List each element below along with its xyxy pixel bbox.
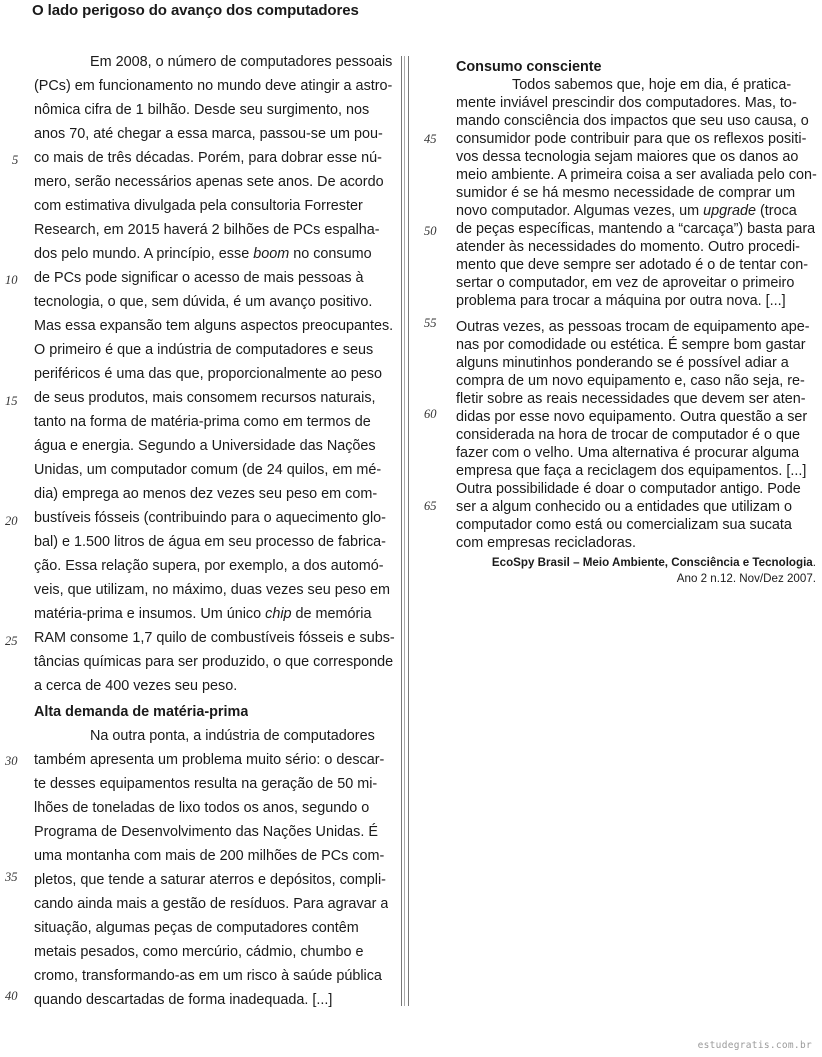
text-line: mando consciência dos impactos que seu uso causa, o	[456, 113, 809, 129]
line-number: 5	[12, 153, 19, 167]
text-line: consumidor pode contribuir para que os reflexos positi-	[456, 131, 807, 147]
text-line: de seus produtos, mais consomem recursos naturais,	[34, 390, 376, 406]
text-line: periféricos é uma das que, proporcionalmente ao peso	[34, 366, 382, 382]
text-line: te desses equipamentos resulta na geração de 50 mi-	[34, 776, 378, 792]
text-line: situação, algumas peças de computadores contêm	[34, 920, 359, 936]
text-line: com estimativa divulgada pela consultoria Forrester	[34, 198, 363, 214]
text-line: também apresenta um problema muito sério: o descar-	[34, 752, 385, 768]
italic-term: boom	[253, 246, 290, 262]
source-citation	[492, 556, 816, 569]
text-line: nômica cifra de 1 bilhão. Desde seu surgimento, nos	[34, 102, 370, 118]
line-number: 20	[5, 514, 18, 528]
article-title: O lado perigoso do avanço dos computadores	[32, 2, 359, 19]
italic-term: upgrade	[703, 203, 756, 219]
line-number: 45	[424, 132, 437, 146]
text-line: Outra possibilidade é doar o computador antigo. Pode	[456, 481, 801, 497]
text-line: Unidas, um computador comum (de 24 quilos, em mé-	[34, 462, 382, 478]
text-line: alguns minutinhos ponderando se é possível adiar a	[456, 355, 789, 371]
text-line: atender às necessidades do momento. Outro procedi-	[456, 239, 800, 255]
text-line: Na outra ponta, a indústria de computadores	[90, 728, 375, 744]
text-line: bal) e 1.500 litros de água em seu processo de fabrica-	[34, 534, 386, 550]
line-number: 30	[5, 754, 18, 768]
source-title-end: .	[812, 556, 816, 569]
text-line: de PCs pode significar o acesso de mais pessoas à	[34, 270, 364, 286]
text-line: metais pesados, como mercúrio, cádmio, chumbo e	[34, 944, 364, 960]
text-line: problema para trocar a máquina por outra nova. [...]	[456, 293, 786, 309]
text-line: Outras vezes, as pessoas trocam de equipamento ape-	[456, 319, 810, 335]
text-line: computador como está ou comercializam sua sucata	[456, 517, 792, 533]
line-number: 40	[5, 989, 18, 1003]
text-line: mente inviável prescindir dos computadores. Mas, to-	[456, 95, 797, 111]
text-line: com empresas recicladoras.	[456, 535, 636, 551]
text-line: mento que deve sempre ser adotado é o de tentar con-	[456, 257, 808, 273]
text-line: considerada na hora de trocar de computador é o que	[456, 427, 801, 443]
text-line: fazer com o velho. Uma alternativa é procurar alguma	[456, 445, 800, 461]
line-number: 35	[5, 870, 18, 884]
text-line: ção. Essa relação supera, por exemplo, a dos automó-	[34, 558, 384, 574]
text-line: bustíveis fósseis (contribuindo para o aquecimento glo-	[34, 510, 386, 526]
text-line: fletir sobre as reais necessidades que devem ser aten-	[456, 391, 806, 407]
text-line: tanto na forma de matéria-prima como em termos de	[34, 414, 371, 430]
text-line: Mas essa expansão tem alguns aspectos preocupantes.	[34, 318, 394, 334]
text-line: anos 70, até chegar a essa marca, passou-se um pou-	[34, 126, 383, 142]
text-line: sertar o computador, em vez de aproveitar o primeiro	[456, 275, 795, 291]
text-line: RAM consome 1,7 quilo de combustíveis fósseis e subs-	[34, 630, 395, 646]
text-line-upgrade: novo computador. Algumas vezes, um upgrade (troca	[456, 203, 797, 219]
text-line: ser a algum conhecido ou a entidades que utilizam o	[456, 499, 792, 515]
text-line: quando descartadas de forma inadequada. [...]	[34, 992, 333, 1008]
section-heading: Alta demanda de matéria-prima	[34, 704, 249, 720]
text-line-chip: matéria-prima e insumos. Um único chip de memória	[34, 606, 372, 622]
text-line: compra de um novo equipamento e, caso não seja, re-	[456, 373, 805, 389]
text-line: tâncias químicas para ser produzido, o que corresponde	[34, 654, 394, 670]
section-heading: Consumo consciente	[456, 59, 602, 75]
line-number: 65	[424, 499, 437, 513]
text-line: empresa que faça a reciclagem dos equipamentos. [...]	[456, 463, 807, 479]
text-line-boom: dos pelo mundo. A princípio, esse boom no consumo	[34, 246, 372, 262]
text-line: Research, em 2015 haverá 2 bilhões de PCs espalha-	[34, 222, 380, 238]
text-line: pletos, que tende a saturar aterros e depósitos, compli-	[34, 872, 386, 888]
text-line: veis, que utilizam, no máximo, duas vezes seu peso em	[34, 582, 390, 598]
line-number: 55	[424, 316, 437, 330]
text-line: didas por esse novo equipamento. Outra questão a ser	[456, 409, 808, 425]
text-line: vos dessa tecnologia sejam maiores que os danos ao	[456, 149, 799, 165]
line-number: 50	[424, 224, 437, 238]
text-line: O primeiro é que a indústria de computadores e seus	[34, 342, 374, 358]
text-line: tecnologia, o que, sem dúvida, é um avanço positivo.	[34, 294, 373, 310]
text-line: Programa de Desenvolvimento das Nações Unidas. É	[34, 824, 378, 840]
text-line: dia) emprega ao menos dez vezes seu peso em com-	[34, 486, 378, 502]
text-line: cando ainda mais a gestão de resíduos. Para agravar a	[34, 896, 389, 912]
column-divider	[401, 56, 409, 1006]
text-line: lhões de toneladas de lixo todos os anos, segundo o	[34, 800, 370, 816]
text-line: mero, serão necessários apenas sete anos. De acordo	[34, 174, 384, 190]
source-issue: Ano 2 n.12. Nov/Dez 2007.	[676, 572, 816, 585]
text-line: sumidor é se há mesmo necessidade de comprar um	[456, 185, 796, 201]
text-line: de peças específicas, mantendo a “carcaça”) basta para	[456, 221, 816, 237]
italic-term: chip	[265, 606, 292, 622]
text-line: Em 2008, o número de computadores pessoais	[90, 54, 393, 70]
text-line: cromo, transformando-as em um risco à saúde pública	[34, 968, 382, 984]
text-line: meio ambiente. A primeira coisa a ser avaliada pelo con-	[456, 167, 817, 183]
source-title: EcoSpy Brasil – Meio Ambiente, Consciência e Tecnologia	[491, 556, 813, 569]
text-line: Todos sabemos que, hoje em dia, é pratica-	[512, 77, 792, 93]
text-line: nas por comodidade ou estética. É sempre bom gastar	[456, 337, 806, 353]
watermark: estudegratis.com.br	[697, 1040, 812, 1051]
text-line: uma montanha com mais de 200 milhões de PCs com-	[34, 848, 385, 864]
line-number: 25	[5, 634, 18, 648]
text-line: água e energia. Segundo a Universidade das Nações	[34, 438, 376, 454]
line-number: 10	[5, 273, 18, 287]
text-line: (PCs) em funcionamento no mundo deve atingir a astro-	[34, 78, 393, 94]
line-number: 15	[5, 394, 18, 408]
text-line: a cerca de 400 vezes seu peso.	[34, 678, 238, 694]
text-line: co mais de três décadas. Porém, para dobrar esse nú-	[34, 150, 382, 166]
line-number: 60	[424, 407, 437, 421]
